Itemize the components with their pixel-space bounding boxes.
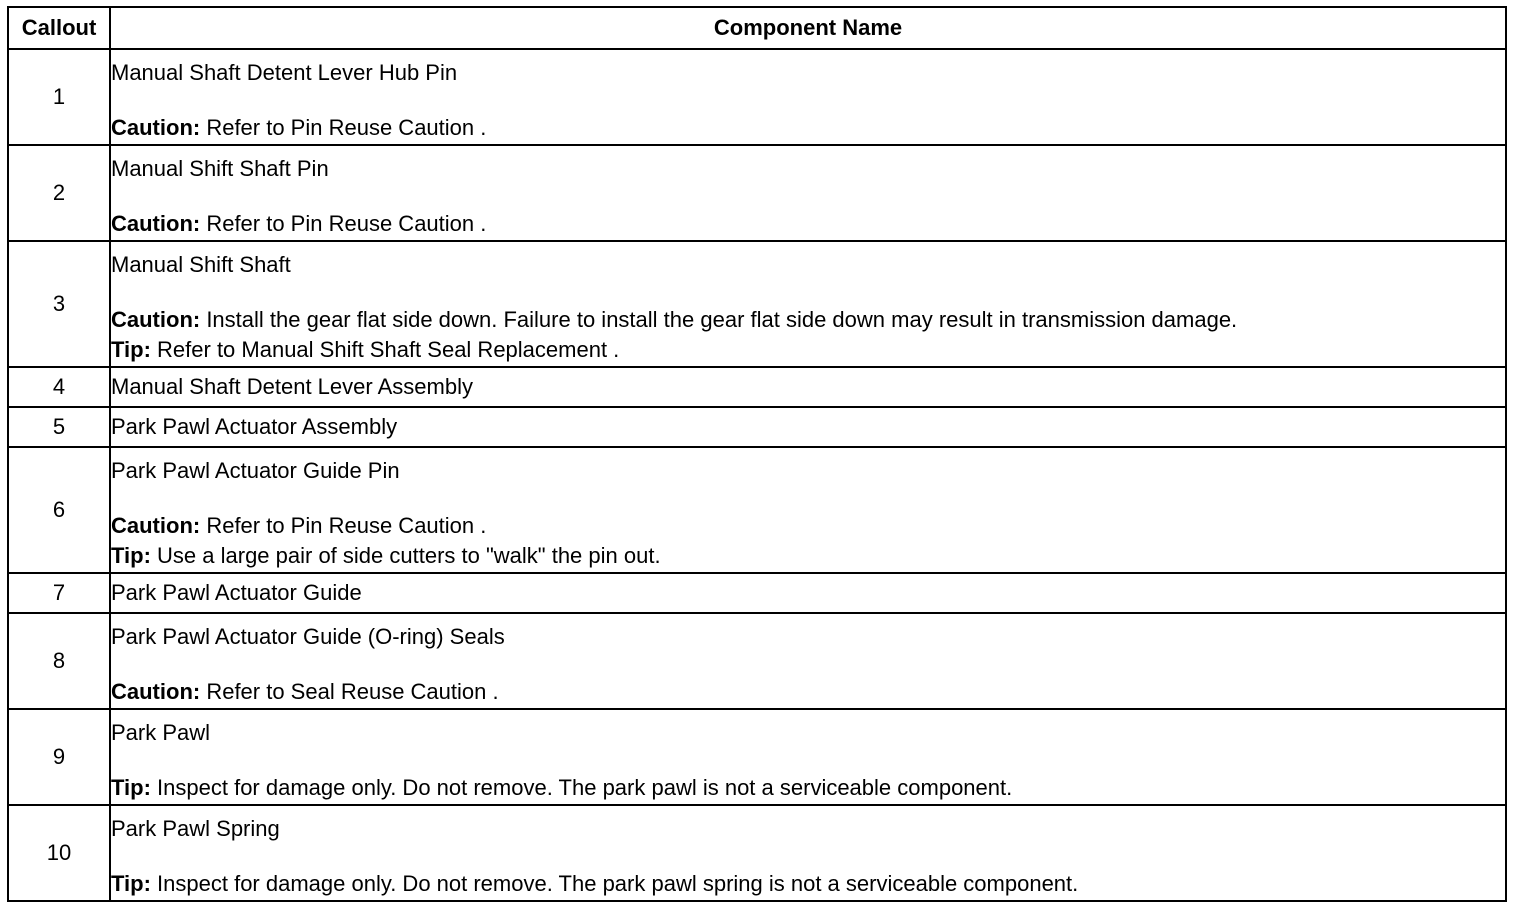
table-row <box>8 447 1506 573</box>
component-name: Park Pawl <box>111 719 211 745</box>
table-row <box>8 573 1506 613</box>
note-text: Refer to Pin Reuse Caution . <box>200 210 487 236</box>
component-cell <box>110 49 1506 145</box>
component-note <box>111 869 1505 899</box>
table-row <box>8 241 1506 367</box>
note-text: Inspect for damage only. Do not remove. The park pawl is not a serviceable component. <box>150 774 1013 800</box>
component-cell <box>110 407 1506 447</box>
component-name: Park Pawl Actuator Guide Pin <box>111 457 400 483</box>
note-label: Caution: <box>111 678 201 704</box>
callout-cell: 6 <box>8 447 110 573</box>
note-text: Refer to Pin Reuse Caution . <box>200 512 487 538</box>
component-name: Park Pawl Actuator Assembly <box>111 414 398 439</box>
note-label: Caution: <box>111 512 201 538</box>
callout-cell: 9 <box>8 709 110 805</box>
note-label: Caution: <box>111 114 201 140</box>
callout-cell: 1 <box>8 49 110 145</box>
note-text: Refer to Manual Shift Shaft Seal Replacement . <box>150 336 620 362</box>
note-text: Refer to Pin Reuse Caution . <box>200 114 487 140</box>
table-row <box>8 49 1506 145</box>
component-cell <box>110 613 1506 709</box>
table-body <box>8 49 1506 901</box>
table-row <box>8 145 1506 241</box>
note-label: Caution: <box>111 210 201 236</box>
note-spacer <box>111 844 1505 869</box>
note-spacer <box>111 280 1505 305</box>
note-spacer <box>111 184 1505 209</box>
note-spacer <box>111 88 1505 113</box>
component-name: Park Pawl Actuator Guide (O-ring) Seals <box>111 623 505 649</box>
callout-cell: 5 <box>8 407 110 447</box>
table-header-row <box>8 7 1506 49</box>
callout-cell: 8 <box>8 613 110 709</box>
component-name: Manual Shift Shaft <box>111 251 291 277</box>
note-label: Tip: <box>111 542 151 568</box>
component-name-column-header: Component Name <box>110 7 1506 49</box>
note-spacer <box>111 486 1505 511</box>
component-note <box>111 677 1505 707</box>
component-cell <box>110 709 1506 805</box>
component-cell <box>110 447 1506 573</box>
note-spacer <box>111 652 1505 677</box>
callout-column-header: Callout <box>8 7 110 49</box>
table-row <box>8 613 1506 709</box>
note-label: Caution: <box>111 306 201 332</box>
component-name: Park Pawl Spring <box>111 815 280 841</box>
component-note <box>111 335 1505 365</box>
component-note <box>111 305 1505 335</box>
component-note <box>111 209 1505 239</box>
note-spacer <box>111 748 1505 773</box>
table-row <box>8 805 1506 901</box>
component-name: Park Pawl Actuator Guide <box>111 580 362 605</box>
component-cell <box>110 573 1506 613</box>
callout-cell: 4 <box>8 367 110 407</box>
component-note <box>111 511 1505 541</box>
component-cell <box>110 145 1506 241</box>
callout-cell: 10 <box>8 805 110 901</box>
component-cell <box>110 367 1506 407</box>
note-text: Refer to Seal Reuse Caution . <box>200 678 499 704</box>
table-row <box>8 367 1506 407</box>
callout-cell: 2 <box>8 145 110 241</box>
table-row <box>8 407 1506 447</box>
component-cell <box>110 805 1506 901</box>
callout-cell: 3 <box>8 241 110 367</box>
component-name: Manual Shaft Detent Lever Hub Pin <box>111 59 458 85</box>
note-text: Use a large pair of side cutters to "walk" the pin out. <box>150 542 661 568</box>
note-text: Install the gear flat side down. Failure to install the gear flat side down may result in transmission damage. <box>200 306 1238 332</box>
component-table <box>7 6 1507 902</box>
component-name: Manual Shaft Detent Lever Assembly <box>111 374 473 399</box>
note-label: Tip: <box>111 774 151 800</box>
component-cell <box>110 241 1506 367</box>
component-name: Manual Shift Shaft Pin <box>111 155 329 181</box>
note-label: Tip: <box>111 336 151 362</box>
callout-cell: 7 <box>8 573 110 613</box>
note-text: Inspect for damage only. Do not remove. The park pawl spring is not a serviceable component. <box>150 870 1079 896</box>
component-note <box>111 113 1505 143</box>
table-row <box>8 709 1506 805</box>
note-label: Tip: <box>111 870 151 896</box>
component-note <box>111 541 1505 571</box>
component-note <box>111 773 1505 803</box>
